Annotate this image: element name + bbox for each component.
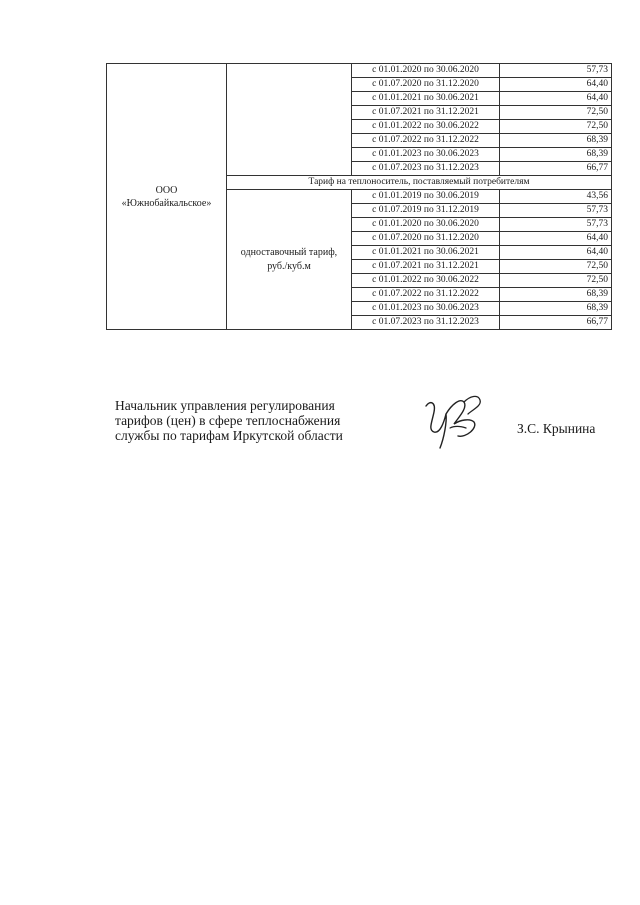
value-cell: 66,77	[500, 162, 612, 176]
period-cell: с 01.01.2023 по 30.06.2023	[352, 148, 500, 162]
value-cell: 72,50	[500, 274, 612, 288]
handwritten-signature	[420, 392, 490, 452]
value-cell: 64,40	[500, 92, 612, 106]
period-cell: с 01.01.2020 по 30.06.2020	[352, 218, 500, 232]
tariff-type-cell-empty	[227, 64, 352, 176]
table-row	[107, 64, 612, 78]
period-cell: с 01.07.2019 по 31.12.2019	[352, 204, 500, 218]
period-cell: с 01.07.2023 по 31.12.2023	[352, 316, 500, 330]
period-cell: с 01.01.2023 по 30.06.2023	[352, 302, 500, 316]
value-cell: 68,39	[500, 148, 612, 162]
value-cell: 64,40	[500, 232, 612, 246]
period-cell: с 01.01.2022 по 30.06.2022	[352, 274, 500, 288]
value-cell: 68,39	[500, 134, 612, 148]
position-line: Начальник управления регулирования	[115, 398, 335, 413]
value-cell: 57,73	[500, 64, 612, 78]
value-cell: 64,40	[500, 78, 612, 92]
period-cell: с 01.07.2022 по 31.12.2022	[352, 134, 500, 148]
period-cell: с 01.07.2023 по 31.12.2023	[352, 162, 500, 176]
period-cell: с 01.07.2021 по 31.12.2021	[352, 106, 500, 120]
period-cell: с 01.07.2021 по 31.12.2021	[352, 260, 500, 274]
value-cell: 72,50	[500, 120, 612, 134]
organization-cell: ООО «Южнобайкальское»	[107, 64, 227, 330]
period-cell: с 01.01.2019 по 30.06.2019	[352, 190, 500, 204]
section-header: Тариф на теплоноситель, поставляемый потребителям	[227, 176, 612, 190]
tariff-table	[106, 63, 612, 330]
value-cell: 57,73	[500, 204, 612, 218]
value-cell: 57,73	[500, 218, 612, 232]
period-cell: с 01.01.2022 по 30.06.2022	[352, 120, 500, 134]
value-cell: 72,50	[500, 106, 612, 120]
value-cell: 68,39	[500, 288, 612, 302]
period-cell: с 01.01.2021 по 30.06.2021	[352, 246, 500, 260]
period-cell: с 01.07.2020 по 31.12.2020	[352, 232, 500, 246]
signatory-position	[115, 398, 343, 443]
value-cell: 43,56	[500, 190, 612, 204]
tariff-type-cell: одноставочный тариф, руб./куб.м	[227, 190, 352, 330]
value-cell: 64,40	[500, 246, 612, 260]
value-cell: 66,77	[500, 316, 612, 330]
position-line: службы по тарифам Иркутской области	[115, 428, 343, 443]
period-cell: с 01.01.2020 по 30.06.2020	[352, 64, 500, 78]
period-cell: с 01.07.2022 по 31.12.2022	[352, 288, 500, 302]
period-cell: с 01.01.2021 по 30.06.2021	[352, 92, 500, 106]
value-cell: 68,39	[500, 302, 612, 316]
value-cell: 72,50	[500, 260, 612, 274]
signer-name: З.С. Крынина	[517, 421, 596, 436]
period-cell: с 01.07.2020 по 31.12.2020	[352, 78, 500, 92]
position-line: тарифов (цен) в сфере теплоснабжения	[115, 413, 341, 428]
